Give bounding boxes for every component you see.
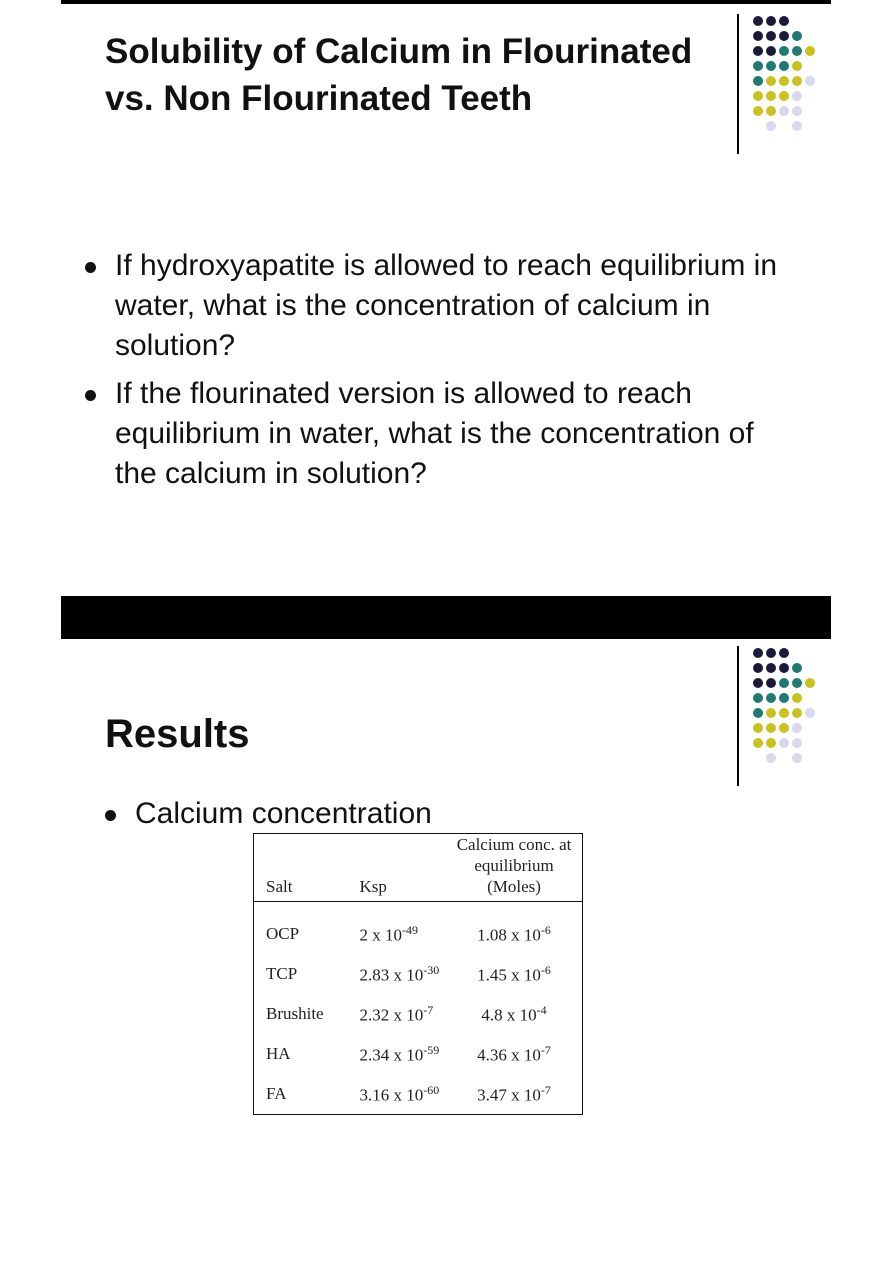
cell-calcium-conc	[446, 902, 582, 955]
decorative-dot-grid	[737, 646, 827, 786]
bullet-item	[105, 794, 605, 834]
bullet-icon	[85, 390, 96, 401]
cell-calcium-conc	[446, 1074, 582, 1115]
decorative-dot	[753, 693, 763, 703]
header-calcium-conc: Calcium conc. at equilibrium (Moles)	[446, 834, 582, 902]
decorative-dot	[753, 91, 763, 101]
decorative-dot	[766, 46, 776, 56]
bullet-icon	[105, 810, 116, 821]
cell-salt: HA	[266, 1044, 291, 1063]
decorative-dot	[792, 753, 802, 763]
decorative-dot	[792, 738, 802, 748]
decorative-dot	[792, 76, 802, 86]
decorative-dot	[766, 753, 776, 763]
table-row	[254, 1074, 583, 1115]
ca-mantissa: 4.36 x 10	[477, 1045, 541, 1065]
decorative-dot	[766, 61, 776, 71]
divider-line	[737, 646, 739, 786]
decorative-dot	[792, 693, 802, 703]
decorative-dot	[753, 648, 763, 658]
cell-ksp	[342, 1034, 447, 1074]
ca-exponent: -7	[540, 1082, 551, 1097]
bullet-icon	[85, 262, 96, 273]
decorative-dot	[779, 663, 789, 673]
decorative-dot	[766, 648, 776, 658]
cell-salt: Brushite	[266, 1004, 324, 1023]
decorative-dot	[792, 663, 802, 673]
decorative-dot	[753, 738, 763, 748]
table-row	[254, 902, 583, 955]
solubility-table	[253, 833, 583, 1115]
decorative-dot	[779, 693, 789, 703]
decorative-dot	[792, 61, 802, 71]
decorative-dot	[766, 106, 776, 116]
decorative-dot	[753, 61, 763, 71]
decorative-dot	[792, 708, 802, 718]
decorative-dot	[753, 678, 763, 688]
decorative-dot	[792, 31, 802, 41]
cell-calcium-conc	[446, 954, 582, 994]
ksp-mantissa: 2.83 x 10	[359, 965, 424, 985]
ksp-exponent: -60	[423, 1082, 440, 1097]
bullet-text: If the flourinated version is allowed to reach equilibrium in water, what is the concentration of the calcium in solution?	[115, 377, 754, 490]
cell-ksp	[342, 902, 447, 955]
bullet-list	[85, 246, 785, 502]
ca-mantissa: 4.8 x 10	[481, 1005, 537, 1025]
decorative-dot	[766, 16, 776, 26]
decorative-dot	[779, 648, 789, 658]
cell-ksp	[342, 1074, 447, 1115]
decorative-dot	[753, 663, 763, 673]
bullet-text: If hydroxyapatite is allowed to reach equilibrium in water, what is the concentration of calcium in solution?	[115, 249, 778, 362]
decorative-dot	[805, 708, 815, 718]
decorative-dot	[779, 91, 789, 101]
table-row	[254, 1034, 583, 1074]
decorative-dot	[766, 723, 776, 733]
decorative-dot	[766, 708, 776, 718]
ksp-mantissa: 2.32 x 10	[359, 1005, 424, 1025]
decorative-dot	[766, 738, 776, 748]
ksp-exponent: -59	[423, 1042, 440, 1057]
header-ksp: Ksp	[342, 834, 447, 902]
ca-exponent: -7	[540, 1042, 551, 1057]
ca-exponent: -4	[536, 1002, 547, 1017]
decorative-dot	[779, 723, 789, 733]
ksp-mantissa: 2 x 10	[359, 925, 403, 945]
decorative-dot	[766, 76, 776, 86]
bullet-item	[85, 374, 785, 494]
decorative-dot	[792, 106, 802, 116]
bullet-item	[85, 246, 785, 366]
decorative-dot	[792, 723, 802, 733]
decorative-dot	[766, 678, 776, 688]
ksp-mantissa: 3.16 x 10	[359, 1085, 424, 1105]
decorative-dot	[753, 723, 763, 733]
decorative-dot	[766, 121, 776, 131]
slide-title: Solubility of Calcium in Flourinated vs. Non Flourinated Teeth	[105, 32, 693, 118]
decorative-dot	[779, 16, 789, 26]
cell-salt: FA	[266, 1084, 287, 1103]
decorative-dot	[779, 678, 789, 688]
decorative-dot	[753, 106, 763, 116]
slide-separator-bar	[61, 596, 831, 639]
decorative-dot	[753, 16, 763, 26]
divider-line	[737, 14, 739, 154]
ca-mantissa: 1.45 x 10	[477, 965, 541, 985]
decorative-dot	[805, 76, 815, 86]
decorative-dot	[753, 76, 763, 86]
decorative-dot	[766, 663, 776, 673]
ksp-mantissa: 2.34 x 10	[359, 1045, 424, 1065]
ksp-exponent: -30	[423, 962, 440, 977]
decorative-dot	[792, 121, 802, 131]
decorative-dot	[753, 31, 763, 41]
decorative-dot	[792, 46, 802, 56]
decorative-dot	[805, 678, 815, 688]
decorative-dot-grid	[737, 14, 827, 154]
decorative-dot	[766, 693, 776, 703]
table-row	[254, 954, 583, 994]
decorative-dot	[792, 91, 802, 101]
bullet-list	[105, 794, 605, 834]
cell-ksp	[342, 954, 447, 994]
slide-title: Results	[105, 712, 250, 756]
ca-exponent: -6	[540, 962, 551, 977]
decorative-dot	[753, 708, 763, 718]
decorative-dot	[779, 46, 789, 56]
cell-calcium-conc	[446, 994, 582, 1034]
bullet-text: Calcium concentration	[135, 797, 432, 830]
decorative-dot	[779, 61, 789, 71]
ca-mantissa: 1.08 x 10	[477, 925, 541, 945]
ca-exponent: -6	[540, 922, 551, 937]
ca-mantissa: 3.47 x 10	[477, 1085, 541, 1105]
ksp-exponent: -7	[423, 1002, 434, 1017]
decorative-dot	[779, 76, 789, 86]
header-salt: Salt	[254, 834, 342, 902]
decorative-dot	[779, 106, 789, 116]
decorative-dot	[779, 738, 789, 748]
decorative-dot	[766, 31, 776, 41]
cell-salt: TCP	[266, 964, 298, 983]
table-body	[254, 902, 583, 1115]
decorative-dot	[766, 91, 776, 101]
decorative-dot	[753, 46, 763, 56]
cell-calcium-conc	[446, 1034, 582, 1074]
ksp-exponent: -49	[402, 922, 419, 937]
decorative-dot	[779, 708, 789, 718]
cell-ksp	[342, 994, 447, 1034]
decorative-dot	[792, 678, 802, 688]
cell-salt: OCP	[266, 924, 300, 943]
top-divider-bar	[61, 0, 831, 4]
decorative-dot	[805, 46, 815, 56]
decorative-dot	[779, 31, 789, 41]
table-row	[254, 994, 583, 1034]
table-header-row	[254, 834, 583, 902]
